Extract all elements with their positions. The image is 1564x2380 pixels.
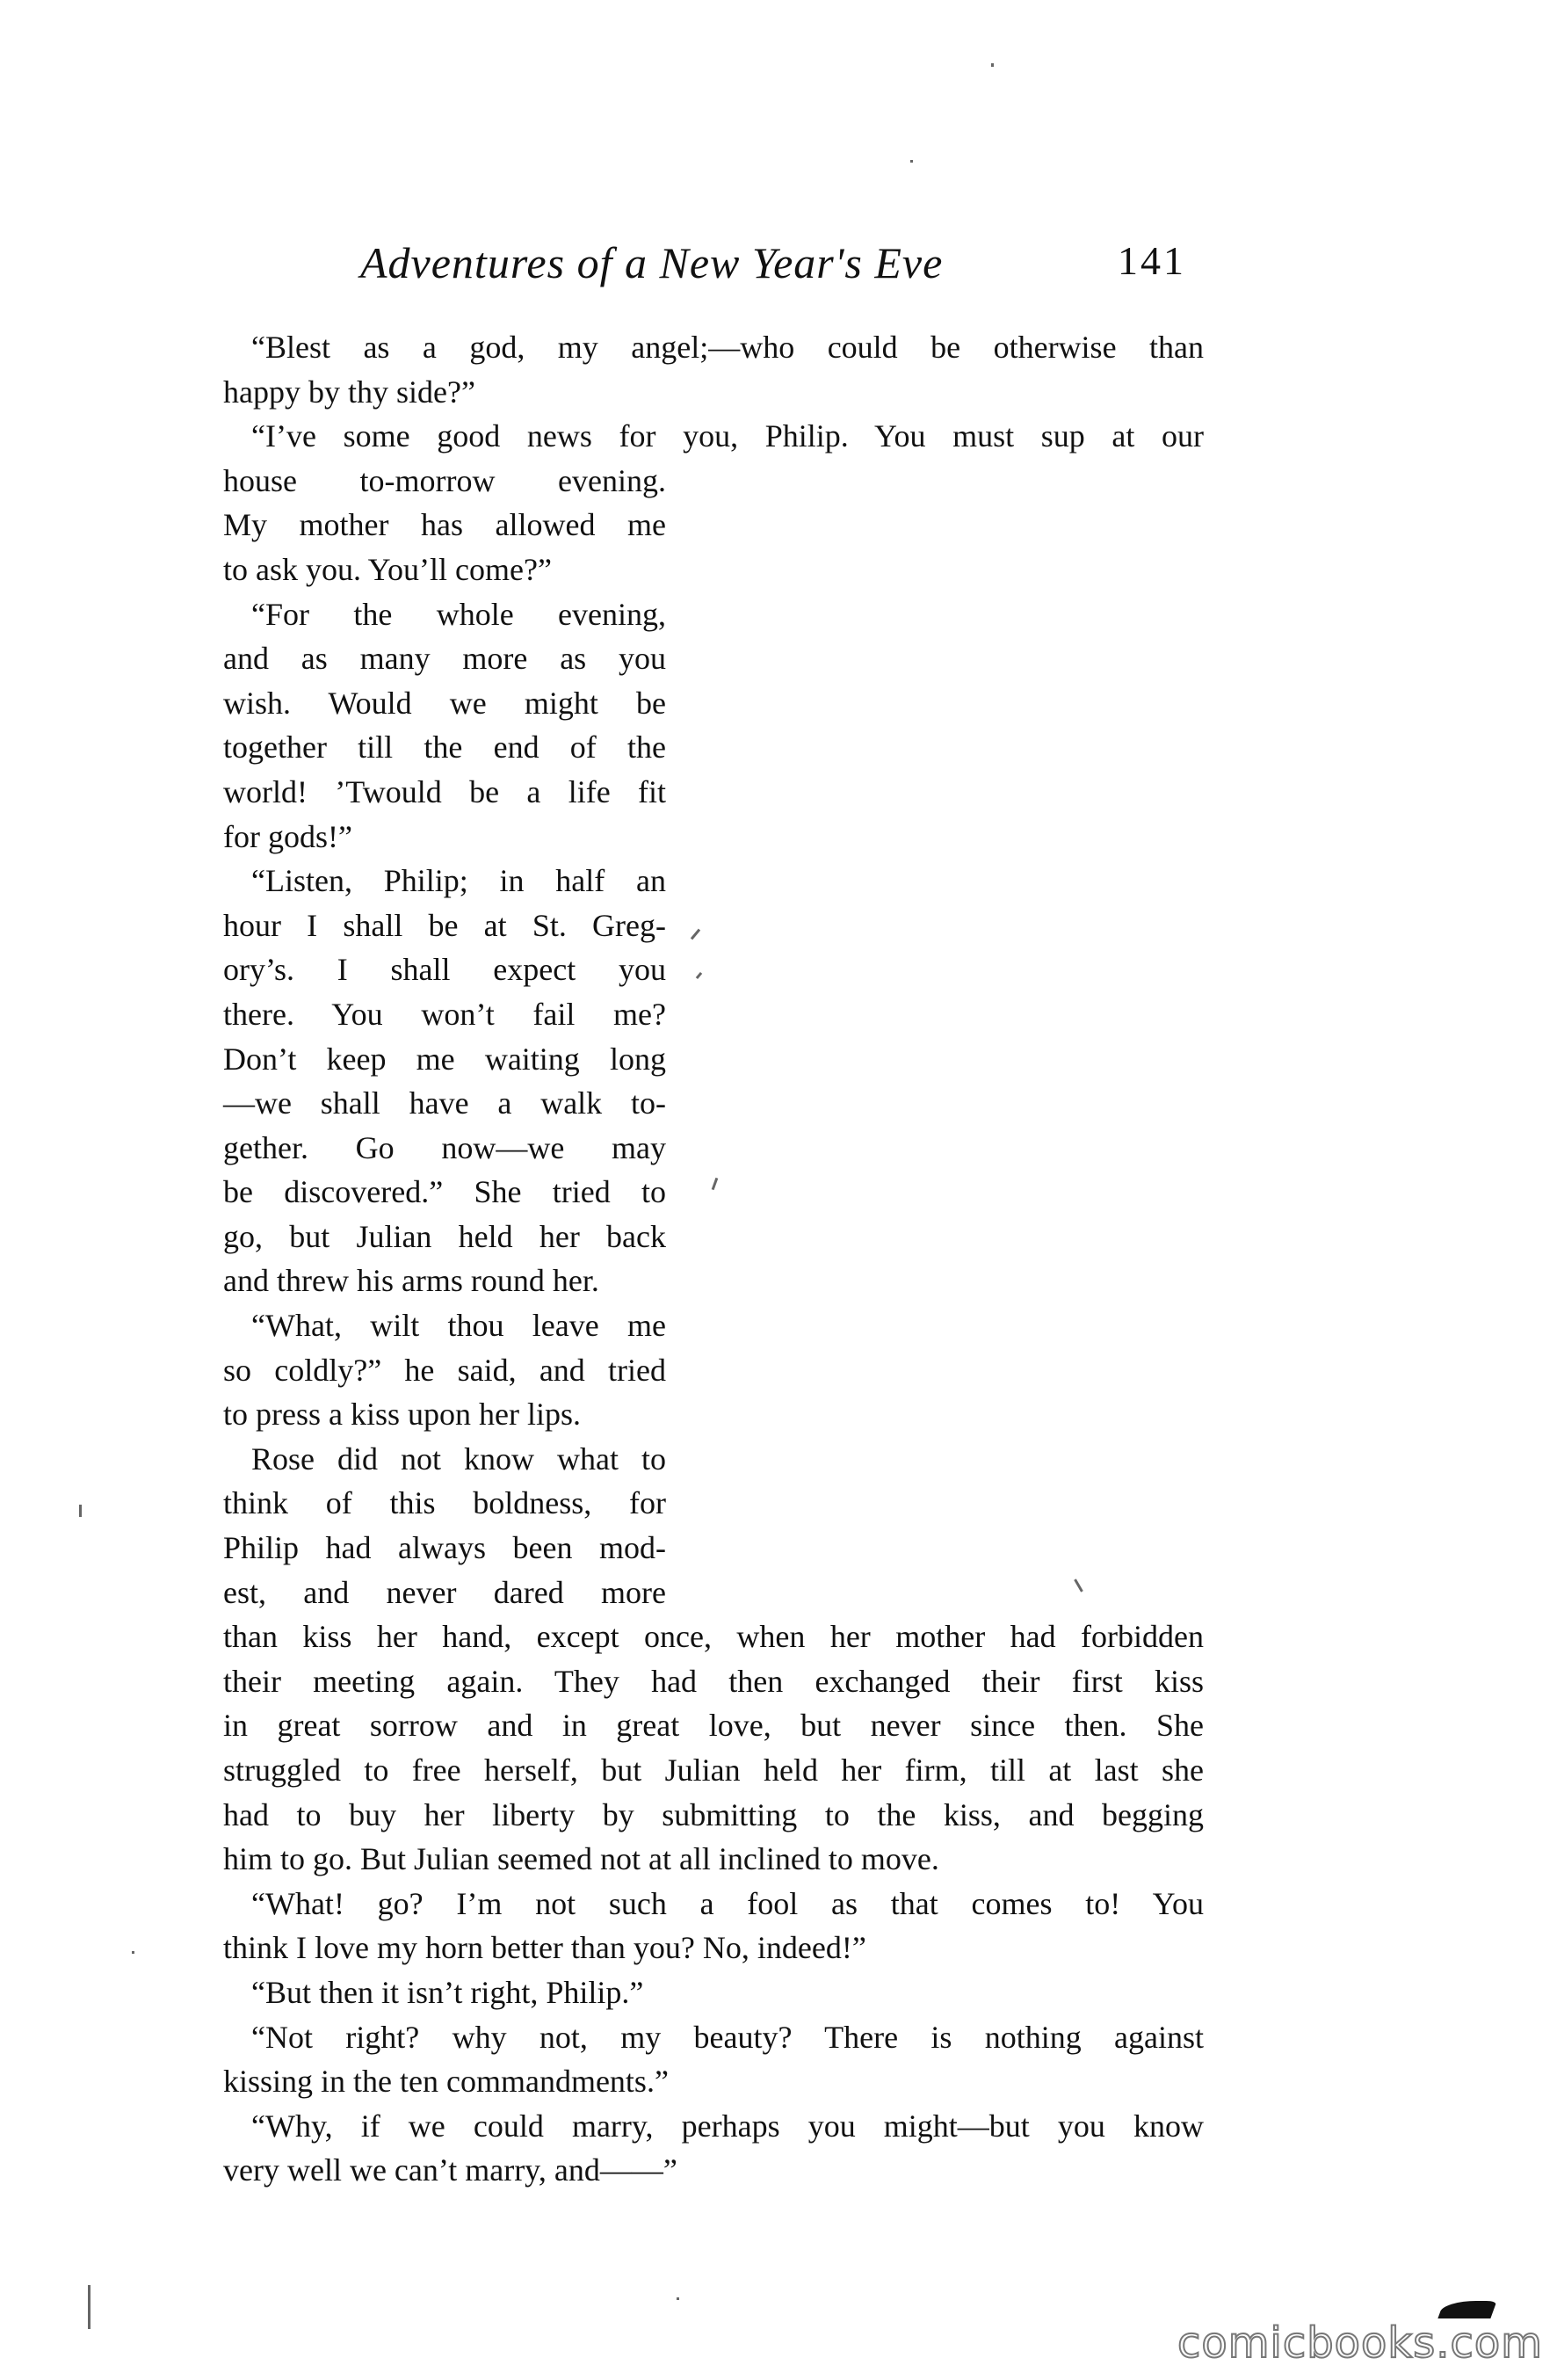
text-line: My mother has allowed me: [223, 507, 666, 543]
text-line: happy by thy side?”: [223, 374, 475, 410]
text-line: gether. Go now—we may: [223, 1129, 666, 1165]
page-number: 141: [1118, 238, 1186, 283]
text-line: “Listen, Philip; in half an: [251, 863, 666, 899]
scan-speck: [910, 160, 913, 163]
paragraph: [223, 1437, 1204, 1882]
paragraph: [223, 2015, 1204, 2104]
text-line: Don’t keep me waiting long: [223, 1041, 666, 1077]
paragraph: [223, 592, 666, 860]
text-line: and threw his arms round her.: [223, 1263, 599, 1299]
running-title: Adventures of a New Year's Eve: [360, 238, 944, 287]
paragraph: [223, 1303, 666, 1437]
text-line: go, but Julian held her back: [223, 1218, 666, 1254]
text-line: “For the whole evening,: [251, 596, 666, 632]
body-text: [223, 325, 1204, 2193]
page-header: [360, 237, 1186, 290]
text-line: est, and never dared more: [223, 1574, 666, 1610]
text-line: Philip had always been mod-: [223, 1530, 666, 1566]
text-line: had to buy her liberty by submitting to the kiss, and begging: [223, 1796, 1204, 1832]
text-line: think I love my horn better than you? No, indeed!”: [223, 1930, 866, 1966]
text-line: struggled to free herself, but Julian held her firm, till at last she: [223, 1752, 1204, 1788]
text-line: ory’s. I shall expect you: [223, 952, 666, 988]
scan-speck: [79, 1505, 82, 1517]
scan-speck: [88, 2285, 91, 2329]
paragraph: [223, 859, 666, 1303]
text-line: —we shall have a walk to-: [223, 1085, 666, 1121]
text-line: hour I shall be at St. Greg-: [223, 907, 666, 943]
paragraph: [223, 2104, 1204, 2193]
paragraph: [223, 1970, 1204, 2015]
text-line: than kiss her hand, except once, when her mother had forbidden: [223, 1619, 1204, 1655]
text-line: Rose did not know what to: [251, 1440, 666, 1477]
text-line: think of this boldness, for: [223, 1485, 666, 1521]
text-line: their meeting again. They had then exchanged their first kiss: [223, 1663, 1204, 1699]
text-line: be discovered.” She tried to: [223, 1174, 666, 1210]
text-line: to ask you. You’ll come?”: [223, 551, 552, 587]
text-line: together till the end of the: [223, 729, 666, 766]
paragraph: [223, 1882, 1204, 1970]
text-line: in great sorrow and in great love, but never since then. She: [223, 1708, 1204, 1744]
text-line: kissing in the ten commandments.”: [223, 2064, 669, 2100]
text-line: “Why, if we could marry, perhaps you might—but you know: [251, 2108, 1204, 2144]
text-line: and as many more as you: [223, 641, 666, 677]
text-line: there. You won’t fail me?: [223, 996, 666, 1032]
scan-speck: [132, 1951, 134, 1954]
text-line: “But then it isn’t right, Philip.”: [251, 1974, 644, 2010]
text-line: to press a kiss upon her lips.: [223, 1397, 581, 1433]
text-line: house to-morrow evening.: [223, 462, 666, 498]
text-line: wish. Would we might be: [223, 685, 666, 721]
text-line: him to go. But Julian seemed not at all inclined to move.: [223, 1841, 939, 1877]
text-line: “What, wilt thou leave me: [251, 1308, 666, 1344]
text-line: very well we can’t marry, and——”: [223, 2152, 677, 2188]
text-line: “I’ve some good news for you, Philip. You must sup at our: [251, 418, 1204, 454]
scan-speck: [991, 63, 994, 67]
text-line: so coldly?” he said, and tried: [223, 1352, 666, 1388]
text-line: “Not right? why not, my beauty? There is nothing against: [251, 2019, 1204, 2055]
text-line: “What! go? I’m not such a fool as that comes to! You: [251, 1885, 1204, 1921]
paragraph: [223, 414, 1204, 591]
scan-speck: [677, 2297, 679, 2300]
text-line: for gods!”: [223, 818, 352, 854]
paragraph: [223, 325, 1204, 414]
bird-logo-icon: [1437, 2301, 1496, 2318]
watermark-logo: comicbooks.com: [1177, 2318, 1543, 2368]
text-line: “Blest as a god, my angel;—who could be otherwise than: [251, 330, 1204, 365]
text-line: world! ’Twould be a life fit: [223, 773, 666, 809]
